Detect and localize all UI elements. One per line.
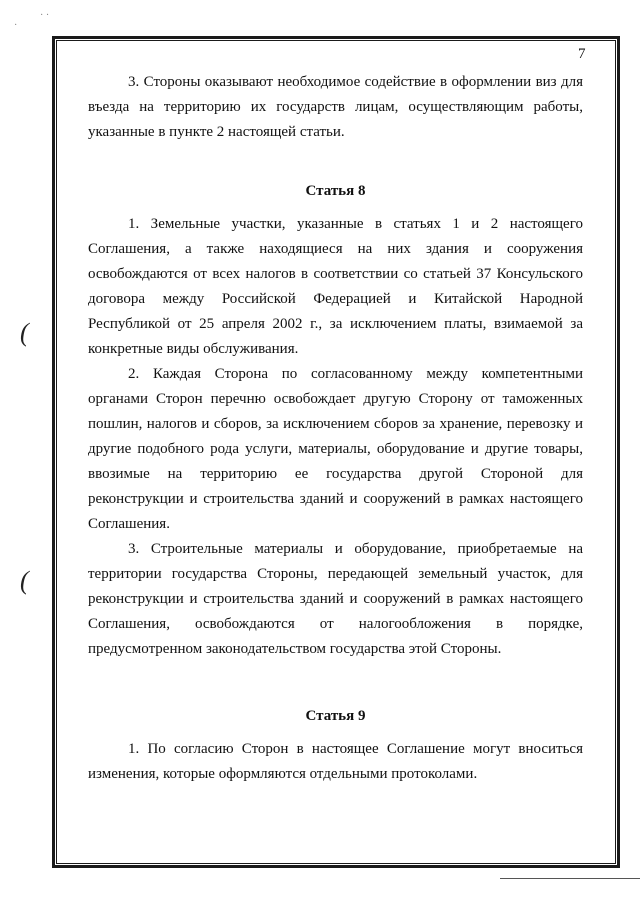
article-heading: Статья 8 xyxy=(305,183,366,199)
paragraph: 3. Строительные материалы и оборудование, приобретаемые на территории государства Стороны, передающей земельный участок, для реконструкции и строительства зданий и сооружений в рамках настоящего Соглашения, освобождаются от налогообложения в порядке, предусмотренном законодательством государства этой Стороны. xyxy=(88,541,583,657)
paragraph: 1. По согласию Сторон в настоящее Соглашение могут вноситься изменения, которые оформляются отдельными протоколами. xyxy=(88,741,583,782)
paragraph: 3. Стороны оказывают необходимое содействие в оформлении виз для въезда на территорию их государств лицам, осуществляющим работы, указанные в пункте 2 настоящей статьи. xyxy=(88,74,583,140)
margin-mark: ( xyxy=(20,566,29,595)
scan-speck: · xyxy=(14,20,18,31)
paragraph: 2. Каждая Сторона по согласованному между компетентными органами Сторон перечню освобождает другую Сторону от таможенных пошлин, налогов и сборов, за исключением сборов за хранение, перевозку и другие подобного рода услуги, материалы, оборудование и другие товары, ввозимые на территорию ее государства другой Стороной для реконструкции и строительства зданий и сооружений в рамках настоящего Соглашения. xyxy=(88,366,583,532)
article-heading: Статья 9 xyxy=(305,708,366,724)
scan-speck: · · xyxy=(40,10,50,21)
document-body xyxy=(88,70,583,787)
page-number: 7 xyxy=(578,46,586,62)
paragraph: 1. Земельные участки, указанные в статьях 1 и 2 настоящего Соглашения, а также находящиеся на них здания и сооружения освобождаются от всех налогов в соответствии со статьей 37 Консульского договора между Российской Федерацией и Китайской Народной Республикой от 25 апреля 2002 г., за исключением платы, взимаемой за конкретные виды обслуживания. xyxy=(88,216,583,357)
margin-mark: ( xyxy=(20,318,29,347)
footer-rule xyxy=(500,878,640,879)
